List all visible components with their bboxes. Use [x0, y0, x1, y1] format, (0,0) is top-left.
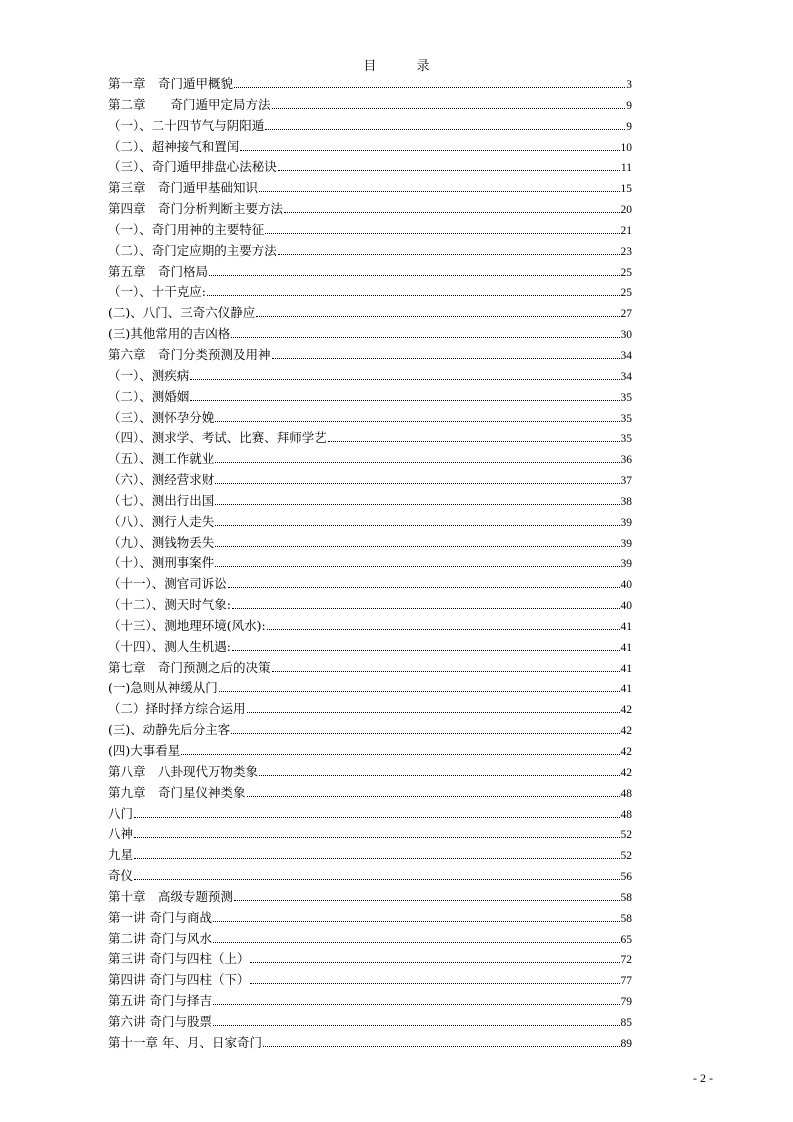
toc-entry[interactable] — [108, 762, 632, 783]
toc-entry-title: 第二章 奇门遁甲定局方法 — [108, 96, 271, 112]
dot-leader — [328, 440, 620, 442]
toc-entry-title: 第四章 奇门分析判断主要方法 — [108, 201, 284, 217]
toc-entry[interactable] — [108, 574, 632, 595]
toc-entry[interactable] — [108, 408, 632, 429]
toc-entry-page: 15 — [620, 183, 632, 196]
toc-entry[interactable] — [108, 262, 632, 283]
toc-entry-page: 72 — [620, 954, 632, 967]
toc-entry-title: （十四）、测人生机遇: — [108, 638, 231, 654]
toc-entry-title: （二）、超神接气和置闰 — [108, 138, 240, 154]
toc-entry[interactable] — [108, 845, 632, 866]
dot-leader — [134, 857, 619, 859]
dot-leader — [134, 836, 619, 838]
toc-entry-title: 第五讲 奇门与择吉 — [108, 993, 212, 1009]
dot-leader — [215, 524, 619, 526]
toc-entry-title: (一)急则从神缓从门 — [108, 680, 218, 696]
dot-leader — [219, 690, 620, 692]
toc-entry-page: 48 — [620, 808, 632, 821]
toc-entry-title: 第三讲 奇门与四柱（上） — [108, 951, 250, 967]
dot-leader — [209, 274, 619, 276]
dot-leader — [215, 565, 619, 567]
toc-entry[interactable] — [108, 137, 632, 158]
dot-leader — [213, 1024, 620, 1026]
toc-entry-page: 34 — [620, 370, 632, 383]
toc-title: 目 录 — [363, 59, 448, 74]
toc-entry[interactable] — [108, 533, 632, 554]
dot-leader — [215, 461, 619, 463]
toc-entry-title: 第十章 高级专题预测 — [108, 888, 234, 904]
toc-entry[interactable] — [108, 720, 632, 741]
toc-entry-title: （一）、奇门用神的主要特征 — [108, 221, 265, 237]
toc-entry[interactable] — [108, 303, 632, 324]
dot-leader — [213, 920, 620, 922]
dot-leader — [215, 503, 619, 505]
dot-leader — [259, 190, 619, 192]
toc-entry[interactable] — [108, 804, 632, 825]
toc-entry-page: 39 — [620, 537, 632, 550]
toc-entry-page: 52 — [620, 850, 632, 863]
toc-entry[interactable] — [108, 220, 632, 241]
toc-entry-page: 41 — [620, 662, 632, 675]
toc-entry[interactable] — [108, 241, 632, 262]
toc-entry-title: (二)、八门、三奇六仪静应 — [108, 305, 256, 321]
toc-entry-page: 41 — [620, 683, 632, 696]
toc-entry-title: （九）、测钱物丢失 — [108, 534, 215, 550]
toc-entry[interactable] — [108, 470, 632, 491]
toc-entry-page: 41 — [620, 620, 632, 633]
toc-entry-title: （十）、测刑事案件 — [108, 555, 215, 571]
toc-entry-page: 27 — [620, 308, 632, 321]
dot-leader — [278, 169, 620, 171]
toc-entry-page: 65 — [620, 933, 632, 946]
toc-entry-page: 34 — [620, 349, 632, 362]
toc-entry-page: 10 — [620, 141, 632, 154]
toc-entry-page: 58 — [620, 912, 632, 925]
toc-entry-title: （一）、二十四节气与阴阳遁 — [108, 117, 265, 133]
dot-leader — [247, 711, 620, 713]
toc-entry-title: （十一）、测官司诉讼 — [108, 576, 227, 592]
toc-entry[interactable] — [108, 970, 632, 991]
dot-leader — [234, 86, 625, 88]
toc-entry[interactable] — [108, 1033, 632, 1054]
toc-entry-page: 20 — [620, 204, 632, 217]
toc-entry[interactable] — [108, 345, 632, 366]
toc-entry[interactable] — [108, 658, 632, 679]
toc-entry-title: 九星 — [108, 847, 134, 863]
toc-entry-title: （三）、测怀孕分娩 — [108, 409, 215, 425]
dot-leader — [265, 232, 619, 234]
dot-leader — [231, 336, 619, 338]
toc-entry-page: 40 — [620, 600, 632, 613]
toc-entry-title: （八）、测行人走失 — [108, 513, 215, 529]
toc-entry-title: （六）、测经营求财 — [108, 472, 215, 488]
toc-entry-page: 21 — [620, 224, 632, 237]
toc-entry[interactable] — [108, 324, 632, 345]
toc-entry-page: 42 — [620, 746, 632, 758]
toc-entry-page: 42 — [620, 725, 632, 738]
toc-entry-page: 25 — [620, 266, 632, 279]
toc-entry[interactable] — [108, 616, 632, 637]
dot-leader — [215, 482, 619, 484]
dot-leader — [247, 795, 620, 797]
toc-entry-page: 52 — [620, 829, 632, 842]
toc-entry-page: 35 — [620, 391, 632, 404]
toc-entry-title: （二）择时择方综合运用 — [108, 701, 246, 717]
dot-leader — [263, 1045, 620, 1047]
toc-entry[interactable] — [108, 95, 632, 116]
toc-entry-page: 30 — [620, 329, 632, 342]
toc-entry-page: 40 — [620, 579, 632, 592]
toc-entry[interactable] — [108, 366, 632, 387]
toc-entry-title: 第五章 奇门格局 — [108, 263, 209, 279]
dot-leader — [213, 941, 620, 943]
toc-entry-page: 39 — [620, 516, 632, 529]
dot-leader — [134, 816, 619, 818]
toc-entry[interactable] — [108, 637, 632, 658]
toc-entry-page: 25 — [620, 287, 632, 300]
toc-entry[interactable] — [108, 512, 632, 533]
toc-entry-title: （二）、奇门定应期的主要方法 — [108, 242, 277, 258]
toc-entry-page: 48 — [620, 787, 632, 800]
toc-entry-page: 9 — [626, 99, 632, 112]
toc-entry[interactable] — [108, 699, 632, 720]
toc-entry-title: （七）、测出行出国 — [108, 492, 215, 508]
toc-entry-page: 42 — [620, 704, 632, 717]
toc-entry-title: (四)大事看星 — [108, 743, 181, 758]
toc-entry-title: （一）、十干克应: — [108, 284, 206, 300]
toc-entry-title: 第二讲 奇门与风水 — [108, 930, 212, 946]
toc-entry-page: 35 — [620, 412, 632, 425]
toc-entry-page: 23 — [620, 245, 632, 258]
toc-entry-page: 42 — [620, 766, 632, 779]
toc-entry-title: 八门 — [108, 805, 134, 821]
toc-entry-title: （十三）、测地理环境(风水): — [108, 617, 266, 633]
toc-entry[interactable] — [108, 929, 632, 950]
toc-entry[interactable] — [108, 199, 632, 220]
dot-leader — [231, 732, 619, 734]
toc-entry-page: 77 — [620, 975, 632, 988]
dot-leader — [265, 128, 625, 130]
toc-entry-page: 89 — [620, 1037, 632, 1050]
toc-entry[interactable] — [108, 595, 632, 616]
dot-leader — [272, 107, 626, 109]
dot-leader — [228, 586, 620, 588]
toc-entry-page: 56 — [620, 871, 632, 884]
toc-entry[interactable] — [108, 991, 632, 1012]
toc-entry-page: 3 — [626, 79, 632, 91]
toc-entry[interactable] — [108, 449, 632, 470]
toc-entry[interactable] — [108, 824, 632, 845]
toc-entry[interactable] — [108, 1012, 632, 1033]
toc-entry-title: (三)其他常用的吉凶格 — [108, 326, 231, 342]
toc-entry[interactable] — [108, 866, 632, 887]
toc-entry[interactable] — [108, 178, 632, 199]
toc-entry[interactable] — [108, 157, 632, 178]
toc-entry[interactable] — [108, 887, 632, 908]
dot-leader — [134, 878, 619, 880]
dot-leader — [234, 899, 619, 901]
toc-entry-page: 85 — [620, 1016, 632, 1029]
dot-leader — [267, 628, 620, 630]
dot-leader — [240, 149, 619, 151]
toc-entry-page: 36 — [620, 454, 632, 467]
toc-entry-title: 第一讲 奇门与商战 — [108, 909, 212, 925]
toc-entry-title: 第九章 奇门星仪神类象 — [108, 784, 246, 800]
toc-entry-title: 第三章 奇门遁甲基础知识 — [108, 180, 259, 196]
toc-entry[interactable] — [108, 387, 632, 408]
toc-entry-title: 第一章 奇门遁甲概貌 — [108, 76, 234, 91]
dot-leader — [284, 211, 619, 213]
toc-entry-title: （二）、测婚姻 — [108, 388, 190, 404]
dot-leader — [259, 774, 619, 776]
dot-leader — [190, 378, 619, 380]
toc-entry-page: 41 — [620, 641, 632, 654]
toc-entry-title: 第四讲 奇门与四柱（下） — [108, 972, 250, 988]
toc-entry[interactable] — [108, 491, 632, 512]
dot-leader — [213, 1003, 620, 1005]
toc-entry-page: 39 — [620, 558, 632, 571]
toc-entry-page: 35 — [620, 433, 632, 446]
dot-leader — [181, 753, 619, 755]
dot-leader — [272, 357, 620, 359]
toc-entry-title: （四）、测求学、考试、比赛、拜师学艺 — [108, 430, 327, 446]
toc-entry-title: (三)、动静先后分主客 — [108, 722, 231, 738]
toc-entry-page: 58 — [620, 891, 632, 904]
toc-entry-title: 第六章 奇门分类预测及用神 — [108, 346, 271, 362]
toc-entry-page: 11 — [620, 162, 632, 175]
dot-leader — [256, 315, 619, 317]
toc-entry[interactable] — [108, 428, 632, 449]
dot-leader — [272, 670, 620, 672]
dot-leader — [278, 253, 620, 255]
dot-leader — [250, 961, 619, 963]
dot-leader — [207, 294, 620, 296]
toc-entry[interactable] — [108, 783, 632, 804]
dot-leader — [190, 399, 619, 401]
toc-entry-title: 第十一章 年、月、日家奇门 — [108, 1034, 262, 1050]
toc-list — [108, 74, 632, 1054]
toc-entry[interactable] — [108, 741, 632, 762]
page-number: - 2 - — [693, 1071, 713, 1085]
toc-entry[interactable] — [108, 678, 632, 699]
toc-entry-title: （三）、奇门遁甲排盘心法秘诀 — [108, 159, 277, 175]
dot-leader — [215, 545, 619, 547]
toc-entry-page: 38 — [620, 495, 632, 508]
toc-entry[interactable] — [108, 282, 632, 303]
toc-entry-title: 八神 — [108, 826, 134, 842]
dot-leader — [250, 982, 619, 984]
toc-entry[interactable] — [108, 74, 632, 95]
dot-leader — [232, 649, 620, 651]
toc-entry-title: （一）、测疾病 — [108, 367, 190, 383]
toc-entry[interactable] — [108, 553, 632, 574]
toc-entry-page: 37 — [620, 475, 632, 488]
toc-entry-title: （五）、测工作就业 — [108, 451, 215, 467]
toc-entry-title: 第六讲 奇门与股票 — [108, 1013, 212, 1029]
toc-entry-title: （十二）、测天时气象: — [108, 597, 231, 613]
dot-leader — [232, 607, 620, 609]
toc-entry-title: 第八章 八卦现代万物类象 — [108, 763, 259, 779]
toc-entry[interactable] — [108, 116, 632, 137]
dot-leader — [215, 420, 619, 422]
toc-entry[interactable] — [108, 949, 632, 970]
toc-entry-page: 9 — [626, 120, 632, 133]
toc-entry-title: 奇仪 — [108, 868, 134, 884]
toc-entry[interactable] — [108, 908, 632, 929]
toc-entry-title: 第七章 奇门预测之后的决策 — [108, 659, 271, 675]
toc-entry-page: 79 — [620, 996, 632, 1009]
